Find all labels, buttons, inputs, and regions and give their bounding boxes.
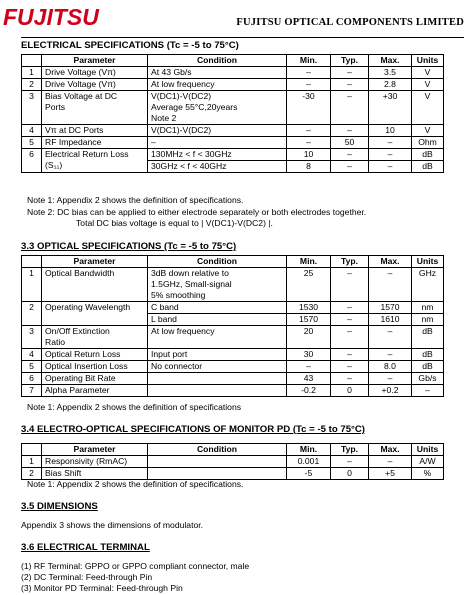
elec-cell: 6 — [22, 149, 42, 173]
elec-cell: dB — [412, 149, 444, 161]
optical-cell: 6 — [22, 373, 42, 385]
elec-cell: V(DC1)-V(DC2) — [148, 125, 287, 137]
optical-cell: dB — [412, 361, 444, 373]
elec-cell: – — [287, 79, 331, 91]
elec-header-cell — [22, 55, 42, 67]
elec-row — [22, 91, 444, 125]
terminal-item-1: (1) RF Terminal: GPPO or GPPO compliant connector, male — [21, 561, 250, 571]
elec-cell: 50 — [331, 137, 369, 149]
elec-row — [22, 79, 444, 91]
elec-cell: 10 — [287, 149, 331, 161]
terminal-item-3: (3) Monitor PD Terminal: Feed-through Pin — [21, 583, 183, 593]
fujitsu-logo — [3, 5, 99, 31]
monitor-cell: – — [369, 456, 412, 468]
optical-cell: 5 — [22, 361, 42, 373]
elec-cell: – — [287, 137, 331, 149]
monitor-note-1: Note 1: Appendix 2 shows the definition of specifications. — [27, 479, 244, 489]
optical-cell: 1530 — [287, 302, 331, 314]
section-title-monitor: 3.4 ELECTRO-OPTICAL SPECIFICATIONS OF MONITOR PD (Tc = -5 to 75°C) — [21, 424, 366, 435]
monitor-cell: 2 — [22, 468, 42, 480]
elec-cell: 2 — [22, 79, 42, 91]
elec-cell: 3 — [22, 91, 42, 125]
optical-cell: Gb/s — [412, 373, 444, 385]
monitor-cell: – — [331, 456, 369, 468]
optical-cell: – — [369, 326, 412, 349]
monitor-row — [22, 468, 444, 480]
optical-cell: – — [331, 268, 369, 302]
elec-cell: -30 — [287, 91, 331, 125]
optical-cell: 1610 — [369, 314, 412, 326]
monitor-header-cell: Max. — [369, 444, 412, 456]
optical-cell: 1570 — [369, 302, 412, 314]
elec-cell: 3.5 — [369, 67, 412, 79]
elec-cell: At 43 Gb/s — [148, 67, 287, 79]
monitor-cell: Responsivity (RmAC) — [42, 456, 148, 468]
elec-cell: – — [331, 79, 369, 91]
optical-cell: 1570 — [287, 314, 331, 326]
optical-cell: 4 — [22, 349, 42, 361]
elec-cell: – — [287, 125, 331, 137]
elec-note-1: Note 1: Appendix 2 shows the definition of specifications. — [27, 195, 244, 205]
elec-cell: Vπ at DC Ports — [42, 125, 148, 137]
elec-cell: 30GHz < f < 40GHz — [148, 161, 287, 173]
elec-cell: V — [412, 79, 444, 91]
monitor-header-cell: Typ. — [331, 444, 369, 456]
dimensions-text: Appendix 3 shows the dimensions of modulator. — [21, 520, 204, 530]
optical-row — [22, 302, 444, 314]
optical-cell: nm — [412, 302, 444, 314]
optical-cell: No connector — [148, 361, 287, 373]
optical-cell: C band — [148, 302, 287, 314]
optical-header-cell: Condition — [148, 256, 287, 268]
monitor-header-row — [22, 444, 444, 456]
optical-cell: L band — [148, 314, 287, 326]
optical-note-1: Note 1: Appendix 2 shows the definition of specifications — [27, 402, 242, 412]
monitor-cell: A/W — [412, 456, 444, 468]
monitor-cell: 0 — [331, 468, 369, 480]
optical-cell: On/Off Extinction Ratio — [42, 326, 148, 349]
optical-cell: 20 — [287, 326, 331, 349]
elec-cell: Drive Voltage (Vπ) — [42, 79, 148, 91]
monitor-header-cell: Min. — [287, 444, 331, 456]
optical-cell: GHz — [412, 268, 444, 302]
optical-cell: -0.2 — [287, 385, 331, 397]
optical-cell: Optical Bandwidth — [42, 268, 148, 302]
optical-cell: 0 — [331, 385, 369, 397]
elec-cell: – — [369, 149, 412, 161]
optical-cell — [148, 385, 287, 397]
elec-row — [22, 149, 444, 161]
optical-header-row — [22, 256, 444, 268]
section-title-dimensions: 3.5 DIMENSIONS — [21, 501, 98, 512]
elec-cell: Drive Voltage (Vπ) — [42, 67, 148, 79]
monitor-header-cell — [22, 444, 42, 456]
section-title-terminal: 3.6 ELECTRICAL TERMINAL — [21, 542, 150, 553]
elec-row — [22, 67, 444, 79]
optical-cell: Operating Bit Rate — [42, 373, 148, 385]
optical-cell: 1 — [22, 268, 42, 302]
elec-cell: – — [331, 161, 369, 173]
elec-cell: 130MHz < f < 30GHz — [148, 149, 287, 161]
elec-cell: 5 — [22, 137, 42, 149]
monitor-cell: Bias Shift — [42, 468, 148, 480]
monitor-row — [22, 456, 444, 468]
optical-cell: +0.2 — [369, 385, 412, 397]
optical-cell: 8.0 — [369, 361, 412, 373]
optical-cell: Input port — [148, 349, 287, 361]
optical-cell: dB — [412, 349, 444, 361]
optical-cell: Alpha Parameter — [42, 385, 148, 397]
optical-cell: – — [331, 302, 369, 314]
monitor-spec-table — [21, 443, 444, 480]
elec-cell: – — [331, 149, 369, 161]
optical-cell: – — [412, 385, 444, 397]
elec-cell: dB — [412, 161, 444, 173]
elec-cell: V — [412, 67, 444, 79]
elec-row — [22, 137, 444, 149]
monitor-header-cell: Parameter — [42, 444, 148, 456]
optical-cell: 30 — [287, 349, 331, 361]
elec-cell: – — [331, 67, 369, 79]
elec-cell: Bias Voltage at DC Ports — [42, 91, 148, 125]
elec-cell: 1 — [22, 67, 42, 79]
monitor-cell — [148, 456, 287, 468]
optical-row — [22, 385, 444, 397]
optical-cell: Optical Return Loss — [42, 349, 148, 361]
elec-header-row — [22, 55, 444, 67]
monitor-cell — [148, 468, 287, 480]
elec-cell: – — [331, 125, 369, 137]
elec-header-cell: Units — [412, 55, 444, 67]
elec-header-cell: Parameter — [42, 55, 148, 67]
optical-cell: 25 — [287, 268, 331, 302]
optical-row — [22, 349, 444, 361]
optical-cell: 2 — [22, 302, 42, 326]
optical-cell: – — [331, 373, 369, 385]
optical-cell — [148, 373, 287, 385]
optical-cell: – — [369, 349, 412, 361]
optical-cell: – — [331, 361, 369, 373]
elec-cell: V — [412, 91, 444, 125]
monitor-cell: +5 — [369, 468, 412, 480]
optical-cell: – — [331, 326, 369, 349]
elec-note-2: Note 2: DC bias can be applied to either electrode separately or both electrodes together. — [27, 207, 367, 217]
company-name: FUJITSU OPTICAL COMPONENTS LIMITED — [236, 17, 464, 28]
elec-row — [22, 125, 444, 137]
logo-text: FUJITSU — [3, 4, 99, 30]
elec-cell: Ohm — [412, 137, 444, 149]
elec-note-3: Total DC bias voltage is equal to | V(DC1)-V(DC2) |. — [76, 218, 273, 228]
optical-header-cell: Typ. — [331, 256, 369, 268]
elec-cell: At low frequency — [148, 79, 287, 91]
optical-cell: 7 — [22, 385, 42, 397]
optical-spec-table — [21, 255, 444, 397]
elec-cell: Electrical Return Loss (S₁₁) — [42, 149, 148, 173]
elec-cell: 8 — [287, 161, 331, 173]
electrical-spec-table — [21, 54, 444, 173]
monitor-cell: 0.001 — [287, 456, 331, 468]
optical-header-cell: Units — [412, 256, 444, 268]
optical-header-cell: Max. — [369, 256, 412, 268]
elec-cell: 4 — [22, 125, 42, 137]
optical-cell: nm — [412, 314, 444, 326]
elec-cell: V — [412, 125, 444, 137]
monitor-header-cell: Condition — [148, 444, 287, 456]
optical-cell: dB — [412, 326, 444, 349]
monitor-cell: 1 — [22, 456, 42, 468]
elec-cell: V(DC1)-V(DC2) Average 55°C,20years Note 2 — [148, 91, 287, 125]
optical-cell: – — [287, 361, 331, 373]
optical-cell: Operating Wavelength — [42, 302, 148, 326]
terminal-item-2: (2) DC Terminal: Feed-through Pin — [21, 572, 153, 582]
elec-cell: – — [287, 67, 331, 79]
optical-cell: – — [331, 314, 369, 326]
optical-cell: At low frequency — [148, 326, 287, 349]
elec-cell: RF Impedance — [42, 137, 148, 149]
optical-header-cell: Min. — [287, 256, 331, 268]
elec-cell: +30 — [369, 91, 412, 125]
optical-cell: 3 — [22, 326, 42, 349]
monitor-cell: -5 — [287, 468, 331, 480]
elec-cell: 10 — [369, 125, 412, 137]
elec-cell: – — [369, 137, 412, 149]
elec-cell: – — [148, 137, 287, 149]
optical-row — [22, 361, 444, 373]
elec-header-cell: Min. — [287, 55, 331, 67]
optical-header-cell: Parameter — [42, 256, 148, 268]
optical-cell: – — [331, 349, 369, 361]
section-title-optical: 3.3 OPTICAL SPECIFICATIONS (Tc = -5 to 75°C) — [21, 241, 237, 252]
optical-header-cell — [22, 256, 42, 268]
optical-row — [22, 268, 444, 302]
optical-cell: – — [369, 268, 412, 302]
section-title-electrical: ELECTRICAL SPECIFICATIONS (Tc = -5 to 75°C) — [21, 40, 239, 51]
elec-cell: – — [331, 91, 369, 125]
monitor-cell: % — [412, 468, 444, 480]
monitor-header-cell: Units — [412, 444, 444, 456]
optical-cell: 43 — [287, 373, 331, 385]
optical-row — [22, 326, 444, 349]
elec-cell: – — [369, 161, 412, 173]
header-divider — [21, 37, 464, 38]
elec-cell: 2.8 — [369, 79, 412, 91]
optical-cell: Optical Insertion Loss — [42, 361, 148, 373]
optical-row — [22, 373, 444, 385]
elec-header-cell: Condition — [148, 55, 287, 67]
optical-cell: – — [369, 373, 412, 385]
optical-cell: 3dB down relative to 1.5GHz, Small-signal 5% smoothing — [148, 268, 287, 302]
elec-header-cell: Max. — [369, 55, 412, 67]
elec-header-cell: Typ. — [331, 55, 369, 67]
